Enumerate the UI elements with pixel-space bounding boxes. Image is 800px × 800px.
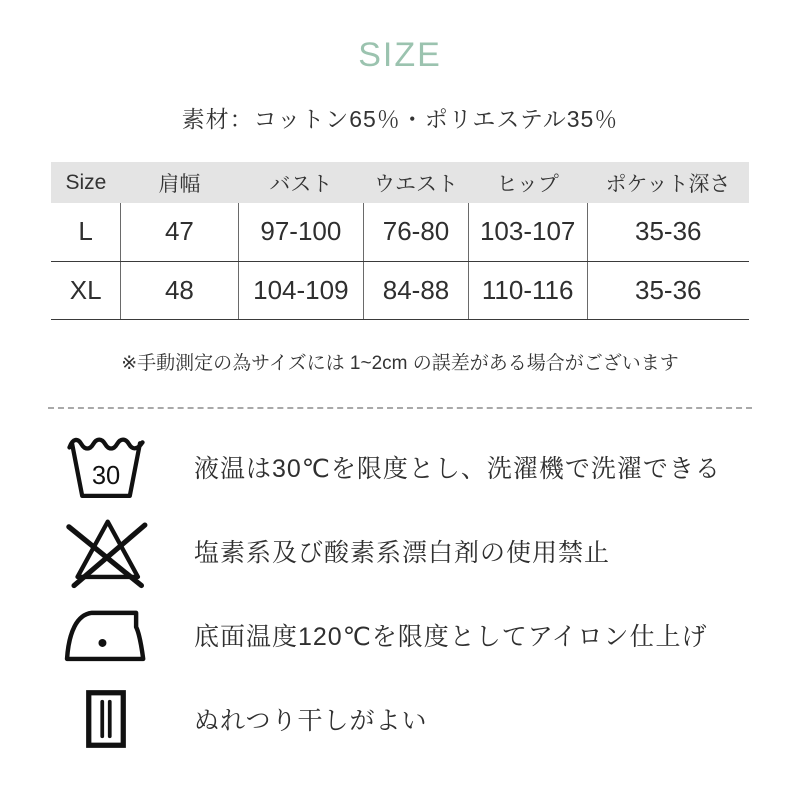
col-header-hip: ヒップ <box>468 162 587 203</box>
care-text: 底面温度120℃を限度としてアイロン仕上げ <box>194 622 708 651</box>
wet-hang-dry-icon <box>58 689 154 749</box>
col-header-pocket-depth: ポケット深さ <box>587 162 749 203</box>
wash-tub-30-icon <box>58 433 154 501</box>
care-item-wet-hang <box>58 687 800 751</box>
cell-size: XL <box>51 261 121 319</box>
wash-temp-label: 30 <box>91 461 121 490</box>
cell-size: L <box>51 203 121 261</box>
cell-pocket-depth: 35-36 <box>587 261 749 319</box>
table-row-xl <box>51 261 749 319</box>
cell-hip: 103-107 <box>468 203 587 261</box>
care-text: 液温は30℃を限度とし、洗濯機で洗濯できる <box>194 454 721 483</box>
cell-bust: 97-100 <box>238 203 364 261</box>
care-text: 塩素系及び酸素系漂白剤の使用禁止 <box>194 538 611 567</box>
col-header-shoulder: 肩幅 <box>121 162 238 203</box>
care-item-wash <box>58 435 800 499</box>
cell-bust: 104-109 <box>238 261 364 319</box>
page-title: SIZE <box>358 36 442 74</box>
cell-pocket-depth: 35-36 <box>587 203 749 261</box>
dashed-divider <box>48 407 752 409</box>
cell-waist: 84-88 <box>364 261 469 319</box>
cell-hip: 110-116 <box>468 261 587 319</box>
care-instructions <box>58 435 800 751</box>
col-header-size: Size <box>51 162 121 203</box>
care-text: ぬれつり干しがよい <box>194 706 428 735</box>
size-table-header-row <box>51 162 749 203</box>
material-line: 素材：コットン65％・ポリエステル35％ <box>181 106 619 132</box>
care-item-no-bleach <box>58 519 800 583</box>
no-bleach-icon <box>58 513 154 589</box>
size-table <box>51 162 749 320</box>
cell-shoulder: 47 <box>121 203 238 261</box>
col-header-bust: バスト <box>238 162 364 203</box>
col-header-waist: ウエスト <box>364 162 469 203</box>
table-row-l <box>51 203 749 261</box>
iron-low-icon <box>58 604 154 666</box>
care-item-iron <box>58 603 800 667</box>
cell-waist: 76-80 <box>364 203 469 261</box>
measurement-note: ※手動測定の為サイズには 1~2cm の誤差がある場合がございます <box>121 352 679 374</box>
cell-shoulder: 48 <box>121 261 238 319</box>
